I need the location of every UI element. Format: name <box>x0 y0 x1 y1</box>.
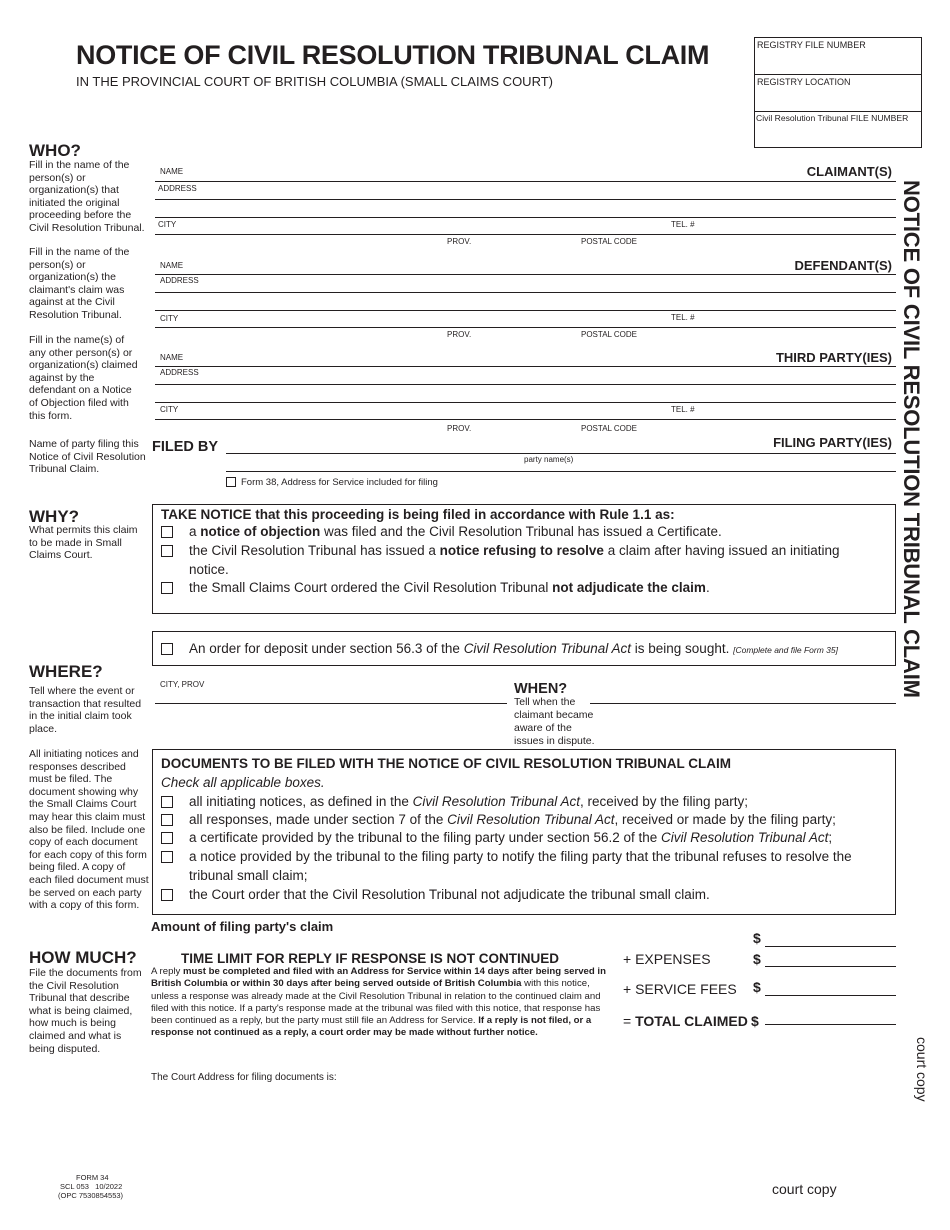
filed-by-field[interactable] <box>226 453 896 454</box>
filing-party-label: FILING PARTY(IES) <box>773 435 892 450</box>
defendant-help: Fill in the name of the person(s) or organization(s) the claimant's claim was against at the Civil Resolution Tribunal. <box>29 246 130 321</box>
defendant-name-label: NAME <box>160 261 184 270</box>
third-party-city-label: CITY <box>160 405 179 414</box>
claimant-address-field[interactable] <box>155 199 896 200</box>
defendant-address-label: ADDRESS <box>160 276 199 285</box>
notice-of-objection-checkbox[interactable] <box>161 526 173 538</box>
how-much-heading: HOW MUCH? <box>29 948 137 967</box>
defendant-address-field[interactable] <box>155 292 896 293</box>
claimant-address-label: ADDRESS <box>158 184 197 193</box>
deposit-checkbox[interactable] <box>161 643 173 655</box>
form38-checkbox[interactable] <box>226 477 236 487</box>
defendant-name-field[interactable] <box>155 274 896 275</box>
initiating-notices-checkbox[interactable] <box>161 796 173 808</box>
opc-number: (OPC 7530854553) <box>58 1191 124 1200</box>
third-party-label: THIRD PARTY(IES) <box>775 350 892 365</box>
third-party-address-field[interactable] <box>155 384 896 385</box>
third-party-city-field[interactable] <box>155 419 896 420</box>
documents-title: DOCUMENTS TO BE FILED WITH THE NOTICE OF CIVIL RESOLUTION TRIBUNAL CLAIM <box>161 756 731 771</box>
why-box <box>152 504 896 614</box>
responses-checkbox[interactable] <box>161 814 173 826</box>
documents-box <box>152 749 896 915</box>
where-heading: WHERE? <box>29 662 103 681</box>
registry-file-number-field[interactable] <box>755 38 921 75</box>
third-party-help: Fill in the name(s) of any other person(s) or organization(s) claimed against by the defendant on a Notice of Objection filed with this form. <box>29 334 138 422</box>
claimant-help: Fill in the name of the person(s) or organization(s) that initiated the original proceeding before the Civil Resolution Tribunal. <box>29 159 145 234</box>
initiating-notices-option: all initiating notices, as defined in the Civil Resolution Tribunal Act, received by the filing party; <box>189 794 749 809</box>
certificate-option: a certificate provided by the tribunal to the filing party under section 56.2 of the Civil Resolution Tribunal Act; <box>189 830 833 845</box>
court-order-option: the Court order that the Civil Resolution Tribunal not adjudicate the tribunal small claim. <box>189 887 710 902</box>
third-party-address-field-2[interactable] <box>155 402 896 403</box>
city-prov-label: CITY, PROV <box>160 680 205 689</box>
total-claimed-label: = TOTAL CLAIMED <box>623 1013 748 1029</box>
third-party-tel-label: TEL. # <box>671 405 695 414</box>
registry-file-number-label: REGISTRY FILE NUMBER <box>757 40 866 50</box>
vertical-court-copy: court copy <box>914 1037 930 1102</box>
deposit-option: An order for deposit under section 56.3 of the Civil Resolution Tribunal Act is being sought. [Complete and file Form 35] <box>189 641 838 656</box>
registry-location-label: REGISTRY LOCATION <box>757 77 851 87</box>
time-limit-title: TIME LIMIT FOR REPLY IF RESPONSE IS NOT CONTINUED <box>181 951 560 966</box>
defendant-label: DEFENDANT(S) <box>794 258 892 273</box>
claimant-postal-label: POSTAL CODE <box>581 237 638 246</box>
refusal-notice-option: a notice provided by the tribunal to the filing party to notify the filing party that the tribunal refuses to resolve the tribunal small claim; <box>189 849 852 883</box>
third-party-prov-label: PROV. <box>447 424 472 433</box>
scl-number: SCL 053 10/2022 <box>60 1182 123 1191</box>
service-fees-field[interactable] <box>765 995 896 996</box>
service-fees-currency: $ <box>753 979 761 995</box>
notice-refusing-option: the Civil Resolution Tribunal has issued a notice refusing to resolve a claim after having issued an initiating notice. <box>189 543 840 577</box>
amount-label: Amount of filing party's claim <box>151 919 334 934</box>
filed-by-field-2[interactable] <box>226 471 896 472</box>
deposit-box <box>152 631 896 666</box>
third-party-name-label: NAME <box>160 353 184 362</box>
third-party-address-label: ADDRESS <box>160 368 199 377</box>
amount-currency: $ <box>753 930 761 946</box>
documents-subtitle: Check all applicable boxes. <box>161 775 325 790</box>
vertical-title: NOTICE OF CIVIL RESOLUTION TRIBUNAL CLAIM <box>899 180 924 698</box>
why-heading: WHY? <box>29 507 80 526</box>
page-title: NOTICE OF CIVIL RESOLUTION TRIBUNAL CLAIM <box>76 40 710 70</box>
defendant-city-label: CITY <box>160 314 179 323</box>
court-order-checkbox[interactable] <box>161 889 173 901</box>
total-currency: $ <box>751 1013 759 1029</box>
responses-option: all responses, made under section 7 of the Civil Resolution Tribunal Act, received or made by the filing party; <box>189 812 836 827</box>
when-heading: WHEN? <box>514 681 568 697</box>
service-fees-label: + SERVICE FEES <box>623 981 737 997</box>
where-field[interactable] <box>155 703 507 704</box>
claimant-city-label: CITY <box>158 220 177 229</box>
notice-refusing-checkbox[interactable] <box>161 545 173 557</box>
documents-help: All initiating notices and responses described must be filed. The document showing why the Small Claims Court may hear this claim must also be filed. Include one copy of each document for each copy of this form being filed. A copy of each filed document must be served on each party with a copy of this form. <box>29 748 149 912</box>
not-adjudicate-option: the Small Claims Court ordered the Civil Resolution Tribunal not adjudicate the claim. <box>189 580 710 595</box>
court-address-label: The Court Address for filing documents is: <box>151 1072 337 1083</box>
court-copy-label: court copy <box>772 1181 837 1197</box>
notice-of-objection-option: a notice of objection was filed and the Civil Resolution Tribunal has issued a Certificate. <box>189 524 722 539</box>
party-names-label: party name(s) <box>524 455 574 464</box>
who-heading: WHO? <box>29 141 81 160</box>
why-help: What permits this claim to be made in Small Claims Court. <box>29 524 138 562</box>
third-party-postal-label: POSTAL CODE <box>581 424 638 433</box>
filed-by-label: FILED BY <box>152 439 219 455</box>
crt-file-number-label: Civil Resolution Tribunal FILE NUMBER <box>756 113 909 123</box>
defendant-address-field-2[interactable] <box>155 310 896 311</box>
form38-label: Form 38, Address for Service included for filing <box>241 477 438 488</box>
expenses-currency: $ <box>753 951 761 967</box>
not-adjudicate-checkbox[interactable] <box>161 582 173 594</box>
expenses-field[interactable] <box>765 966 896 967</box>
total-claimed-field[interactable] <box>765 1024 896 1025</box>
defendant-tel-label: TEL. # <box>671 313 695 322</box>
certificate-checkbox[interactable] <box>161 832 173 844</box>
claimant-name-label: NAME <box>160 167 184 176</box>
claimant-name-field[interactable] <box>155 181 896 182</box>
third-party-name-field[interactable] <box>155 366 896 367</box>
claimant-city-field[interactable] <box>155 234 896 235</box>
defendant-postal-label: POSTAL CODE <box>581 330 638 339</box>
claimant-tel-label: TEL. # <box>671 220 695 229</box>
claimant-prov-label: PROV. <box>447 237 472 246</box>
page-subtitle: IN THE PROVINCIAL COURT OF BRITISH COLUMBIA (SMALL CLAIMS COURT) <box>76 74 553 89</box>
expenses-label: + EXPENSES <box>623 951 711 967</box>
form-number: FORM 34 <box>76 1173 109 1182</box>
claimant-address-field-2[interactable] <box>155 217 896 218</box>
amount-field[interactable] <box>765 946 896 947</box>
crt-file-number-field[interactable] <box>755 112 921 148</box>
time-limit-text: A reply must be completed and filed with an Address for Service within 14 days after being served in British Columbia or within 30 days after being served outside of British Columbia with this notice, unless a response was already made at the Civil Resolution Tribunal in relation to the continued claim and filed with this notice. If a party's response made at the tribunal was filed with this notice, that response has been continued as a reply, but the party must still file an Address for Service. If a reply is not filed, or a response not continued as a reply, a court order may be made without further notice. <box>151 966 606 1039</box>
how-much-help: File the documents from the Civil Resolution Tribunal that describe what is being claimed, how much is being claimed and what is being disputed. <box>29 967 142 1055</box>
defendant-city-field[interactable] <box>155 327 896 328</box>
take-notice-title: TAKE NOTICE that this proceeding is being filed in accordance with Rule 1.1 as: <box>161 507 675 522</box>
registry-box <box>754 37 922 148</box>
registry-location-field[interactable] <box>755 75 921 112</box>
filing-help: Name of party filing this Notice of Civil Resolution Tribunal Claim. <box>29 438 146 476</box>
defendant-prov-label: PROV. <box>447 330 472 339</box>
where-help: Tell where the event or transaction that resulted in the initial claim took place. <box>29 685 142 735</box>
refusal-notice-checkbox[interactable] <box>161 851 173 863</box>
when-help: Tell when the claimant became aware of the issues in dispute. <box>514 696 595 747</box>
claimant-label: CLAIMANT(S) <box>806 164 892 179</box>
when-field[interactable] <box>590 703 896 704</box>
